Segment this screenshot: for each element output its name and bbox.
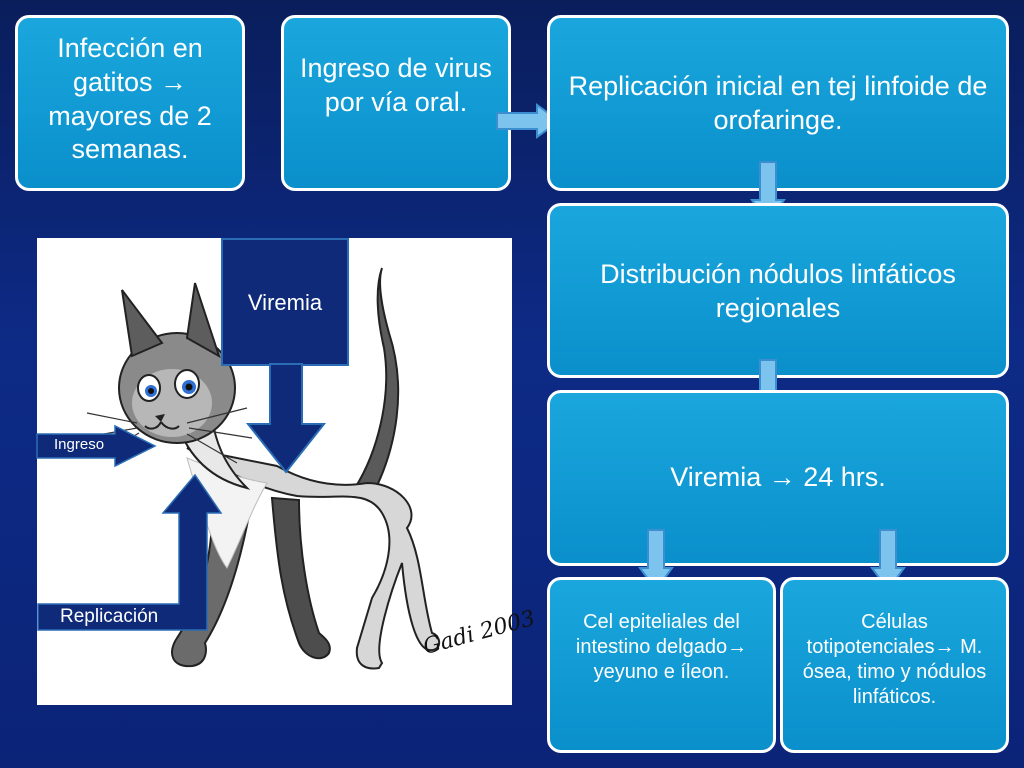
flow-box-infeccion-text: Infección en gatitos → mayores de 2 semanas.: [48, 33, 212, 165]
viremia-down-arrow-icon: [246, 364, 326, 474]
flow-box-replicacion-text: Replicación inicial en tej linfoide de orofaringe.: [568, 71, 988, 135]
flow-box-distribucion-text: Distribución nódulos linfáticos regionales: [600, 259, 956, 323]
flow-box-viremia-text: Viremia → 24 hrs.: [670, 462, 886, 493]
flow-box-ingreso: [281, 15, 511, 191]
flow-box-viremia: [547, 390, 1009, 566]
viremia-label-text: Viremia: [247, 290, 323, 315]
replicacion-label-text: Replicación: [60, 606, 159, 627]
flow-box-intestino: [547, 577, 776, 753]
flow-box-ingreso-text: Ingreso de virus por vía oral.: [299, 53, 493, 117]
ingreso-label-text: Ingreso: [54, 436, 105, 453]
flow-box-distribucion: [547, 203, 1009, 378]
flow-box-totipotenciales: [780, 577, 1009, 753]
flow-box-intestino-text: Cel epiteliales del intestino delgado→ yeyuno e íleon.: [575, 611, 748, 683]
flow-box-totipotenciales-text: Células totipotenciales→ M. ósea, timo y nódulos linfáticos.: [802, 611, 987, 708]
viremia-label: [221, 238, 349, 366]
flow-box-infeccion: [15, 15, 245, 191]
artist-signature: Gadi 2003: [420, 606, 538, 660]
